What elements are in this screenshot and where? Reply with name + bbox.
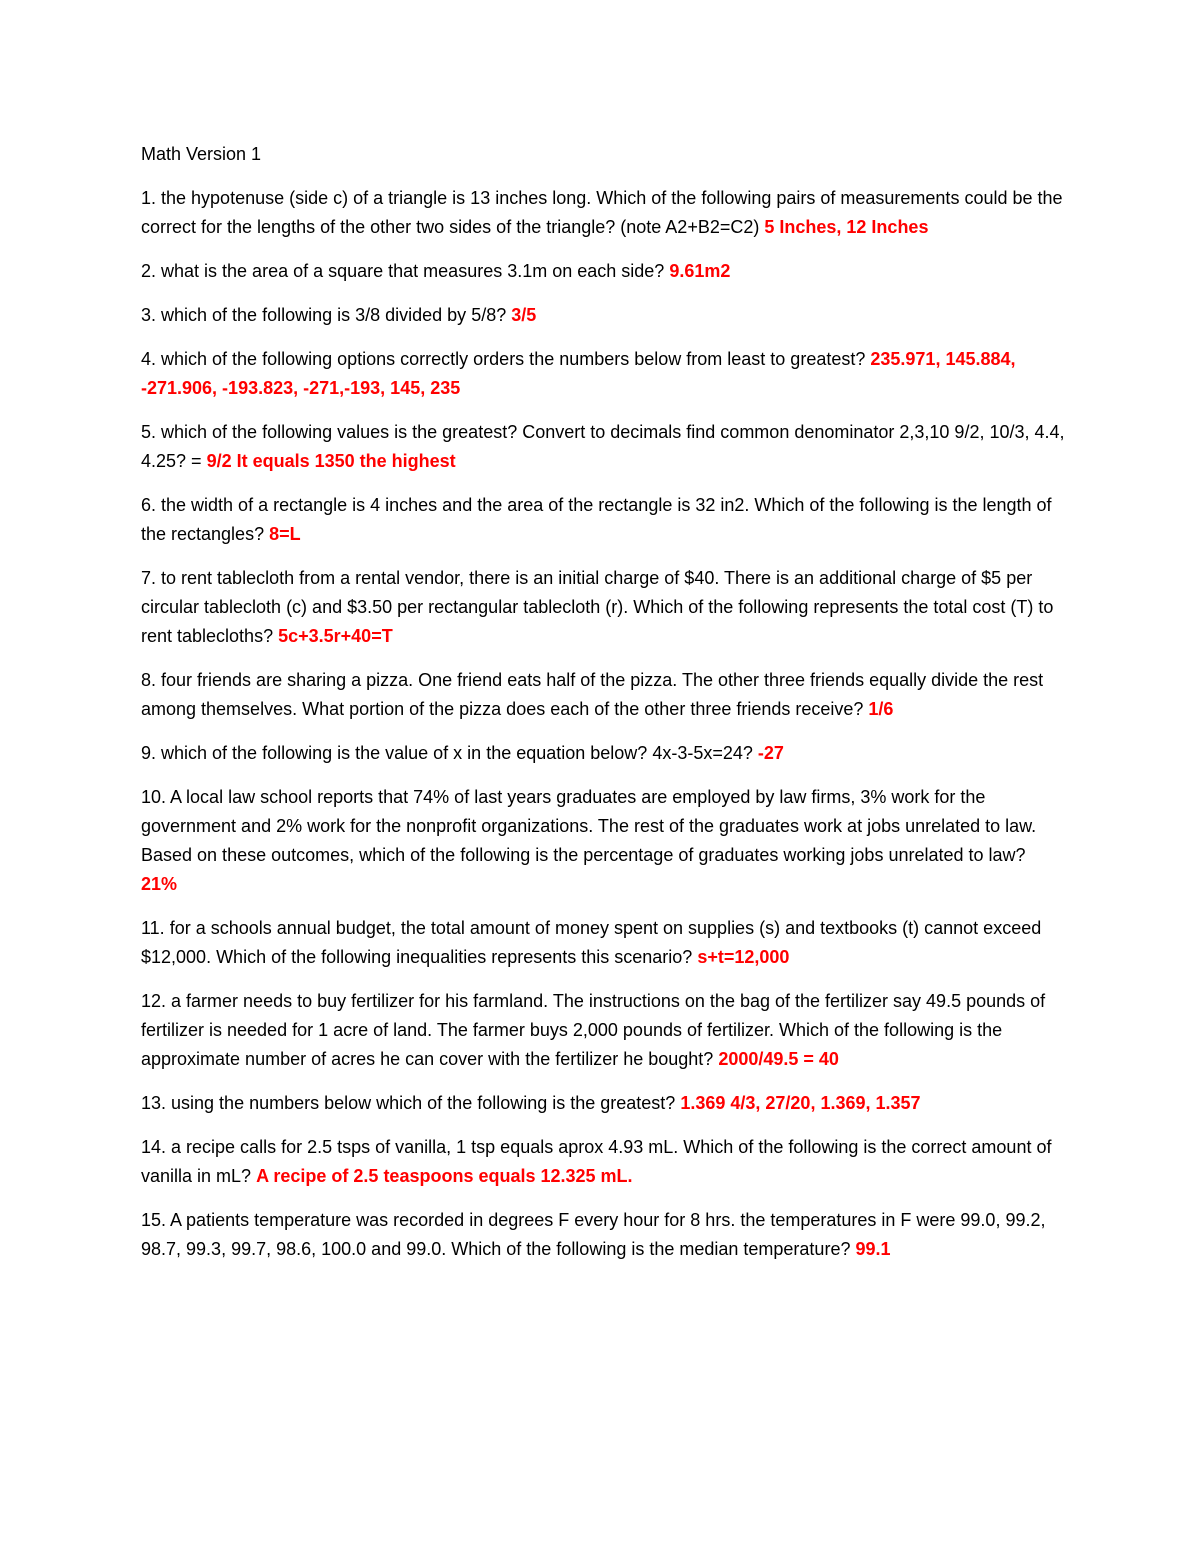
question-answer: 1.369 4/3, 27/20, 1.369, 1.357	[680, 1093, 921, 1113]
question-answer: 9/2 It equals 1350 the highest	[206, 451, 456, 471]
question-text: 6. the width of a rectangle is 4 inches and the area of the rectangle is 32 in2. Which of the following is the length of the rectangles?	[141, 495, 1052, 544]
question-text: 5. which of the following values is the greatest? Convert to decimals find common denominator 2,3,10 9/2, 10/3, 4.4, 4.25? =	[141, 422, 1065, 471]
question-answer: 2000/49.5 = 40	[718, 1049, 839, 1069]
question-3	[141, 301, 1066, 330]
question-answer: 3/5	[511, 305, 537, 325]
question-13	[141, 1089, 1066, 1118]
document-title: Math Version 1	[141, 144, 262, 164]
question-9	[141, 739, 1066, 768]
question-answer: 235.971, 145.884, -271.906, -193.823, -271,-193, 145, 235	[141, 349, 1016, 398]
question-text: 2. what is the area of a square that measures 3.1m on each side?	[141, 261, 670, 281]
question-answer: 21%	[141, 874, 178, 894]
question-8	[141, 666, 1066, 724]
question-answer: -27	[757, 743, 784, 763]
question-7	[141, 564, 1066, 651]
question-text: 8. four friends are sharing a pizza. One friend eats half of the pizza. The other three friends equally divide the rest among themselves. What portion of the pizza does each of the other three friends receive?	[141, 670, 1044, 719]
question-6	[141, 491, 1066, 549]
question-1	[141, 184, 1066, 242]
question-answer: 5 Inches, 12 Inches	[764, 217, 929, 237]
question-answer: 9.61m2	[669, 261, 731, 281]
question-text: 3. which of the following is 3/8 divided by 5/8?	[141, 305, 512, 325]
question-answer: A recipe of 2.5 teaspoons equals 12.325 mL.	[256, 1166, 633, 1186]
question-answer: 8=L	[269, 524, 301, 544]
question-text: 14. a recipe calls for 2.5 tsps of vanilla, 1 tsp equals aprox 4.93 mL. Which of the following is the correct amount of vanilla in mL?	[141, 1137, 1052, 1186]
question-text: 12. a farmer needs to buy fertilizer for his farmland. The instructions on the bag of the fertilizer say 49.5 pounds of fertilizer is needed for 1 acre of land. The farmer buys 2,000 pounds of fertilizer. Which of the following is the approximate number of acres he can cover with the fertilizer he bought?	[141, 991, 1046, 1069]
question-text: 4. which of the following options correctly orders the numbers below from least to greatest?	[141, 349, 871, 369]
question-answer: 1/6	[868, 699, 894, 719]
question-answer: s+t=12,000	[697, 947, 790, 967]
question-text: 7. to rent tablecloth from a rental vendor, there is an initial charge of $40. There is an additional charge of $5 per circular tablecloth (c) and $3.50 per rectangular tablecloth (r). Which of the following represents the total cost (T) to rent tablecloths?	[141, 568, 1054, 646]
question-text: 9. which of the following is the value of x in the equation below? 4x-3-5x=24?	[141, 743, 758, 763]
question-text: 1. the hypotenuse (side c) of a triangle is 13 inches long. Which of the following pairs of measurements could be the correct for the lengths of the other two sides of the triangle? (note A2+B2=C2)	[141, 188, 1063, 237]
question-answer: 5c+3.5r+40=T	[278, 626, 393, 646]
document-page	[141, 140, 1066, 1279]
question-text: 13. using the numbers below which of the following is the greatest?	[141, 1093, 681, 1113]
question-text: 10. A local law school reports that 74% of last years graduates are employed by law firms, 3% work for the government and 2% work for the nonprofit organizations. The rest of the graduates work at jobs unrelated to law. Based on these outcomes, which of the following is the percentage of graduates working jobs unrelated to law?	[141, 787, 1037, 865]
question-4	[141, 345, 1066, 403]
question-2	[141, 257, 1066, 286]
question-15	[141, 1206, 1066, 1264]
question-12	[141, 987, 1066, 1074]
question-10	[141, 783, 1066, 899]
question-answer: 99.1	[855, 1239, 891, 1259]
question-14	[141, 1133, 1066, 1191]
question-5	[141, 418, 1066, 476]
question-text: 11. for a schools annual budget, the total amount of money spent on supplies (s) and textbooks (t) cannot exceed $12,000. Which of the following inequalities represents this scenario?	[141, 918, 1042, 967]
question-11	[141, 914, 1066, 972]
question-text: 15. A patients temperature was recorded in degrees F every hour for 8 hrs. the temperatures in F were 99.0, 99.2, 98.7, 99.3, 99.7, 98.6, 100.0 and 99.0. Which of the following is the median temperature?	[141, 1210, 1046, 1259]
